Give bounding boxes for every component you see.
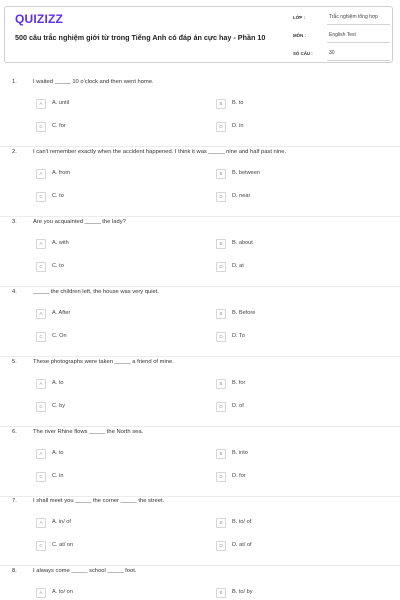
option-letter-box[interactable]: B [216, 518, 226, 528]
option-d[interactable] [216, 541, 376, 553]
option-c[interactable] [36, 122, 196, 134]
option-b[interactable] [216, 99, 376, 111]
option-text: B. about [232, 240, 253, 246]
option-letter-box[interactable]: C [36, 332, 46, 342]
option-text: A. with [52, 240, 69, 246]
option-letter-box[interactable]: D [216, 402, 226, 412]
option-text: D. at/ of [232, 542, 252, 548]
meta-value: Trắc nghiệm tổng hợp [329, 14, 378, 20]
option-d[interactable] [216, 402, 376, 414]
divider [0, 286, 400, 287]
meta-label: MÔN : [293, 33, 306, 38]
divider [0, 356, 400, 357]
question-5 [0, 359, 400, 429]
option-text: B. to/ of [232, 519, 252, 525]
question-number: 6. [12, 429, 17, 435]
option-b[interactable] [216, 239, 376, 251]
question-number: 2. [12, 149, 17, 155]
option-c[interactable] [36, 472, 196, 484]
option-b[interactable] [216, 169, 376, 181]
option-text: A. to [52, 380, 64, 386]
option-b[interactable] [216, 518, 376, 530]
option-c[interactable] [36, 192, 196, 204]
question-text: The river Rhine flows _____ the North sea. [33, 429, 144, 435]
option-b[interactable] [216, 379, 376, 391]
divider [0, 565, 400, 566]
option-text: B. to [232, 100, 244, 106]
option-text: C. to [52, 193, 64, 199]
option-text: A. until [52, 100, 70, 106]
question-text: Are you acquainted _____ the lady? [33, 219, 126, 225]
meta-label: LỚP : [293, 15, 305, 20]
option-b[interactable] [216, 449, 376, 461]
option-letter-box[interactable]: A [36, 309, 46, 319]
option-c[interactable] [36, 332, 196, 344]
option-letter-box[interactable]: D [216, 122, 226, 132]
option-text: D. near [232, 193, 251, 199]
option-a[interactable] [36, 239, 196, 251]
page-title: 500 câu trắc nghiệm giới từ trong Tiếng Anh có đáp án cực hay - Phần 10 [15, 33, 266, 42]
option-text: C. to [52, 263, 64, 269]
question-7 [0, 498, 400, 568]
option-text: A. to [52, 450, 64, 456]
option-letter-box[interactable]: B [216, 588, 226, 598]
option-a[interactable] [36, 518, 196, 530]
option-letter-box[interactable]: A [36, 449, 46, 459]
question-number: 4. [12, 289, 17, 295]
question-4 [0, 289, 400, 359]
question-text: I always come _____ school _____ foot. [33, 568, 137, 574]
option-text: B. to/ by [232, 589, 253, 595]
worksheet-header [4, 6, 393, 63]
option-letter-box[interactable]: A [36, 99, 46, 109]
option-b[interactable] [216, 588, 376, 600]
question-number: 8. [12, 568, 17, 574]
option-text: C. On [52, 333, 67, 339]
meta-row-subject [291, 27, 394, 45]
question-number: 3. [12, 219, 17, 225]
question-6 [0, 429, 400, 499]
meta-underline [327, 42, 390, 43]
option-letter-box[interactable]: D [216, 262, 226, 272]
option-letter-box[interactable]: A [36, 379, 46, 389]
option-letter-box[interactable]: A [36, 239, 46, 249]
question-text: _____ the children left, the house was very quiet. [33, 289, 160, 295]
option-letter-box[interactable]: B [216, 309, 226, 319]
option-a[interactable] [36, 449, 196, 461]
question-1 [0, 79, 400, 149]
question-text: I shall meet you _____ the corner _____ the street. [33, 498, 165, 504]
option-letter-box[interactable]: D [216, 472, 226, 482]
question-text: These photographs were taken _____ a friend of mine. [33, 359, 174, 365]
option-d[interactable] [216, 262, 376, 274]
question-number: 5. [12, 359, 17, 365]
option-letter-box[interactable]: D [216, 332, 226, 342]
option-text: C. at/ on [52, 542, 74, 548]
option-letter-box[interactable]: C [36, 402, 46, 412]
option-b[interactable] [216, 309, 376, 321]
meta-label: SỐ CÂU : [293, 51, 313, 56]
option-text: A. to/ on [52, 589, 73, 595]
question-2 [0, 149, 400, 219]
option-text: D. for [232, 473, 246, 479]
option-c[interactable] [36, 541, 196, 553]
divider [0, 146, 400, 147]
option-text: D. of [232, 403, 244, 409]
quizizz-logo[interactable]: QUIZIZZ [15, 12, 64, 26]
option-text: C. for [52, 123, 66, 129]
option-letter-box[interactable]: C [36, 192, 46, 202]
option-text: D. at [232, 263, 244, 269]
option-a[interactable] [36, 379, 196, 391]
meta-value: English Test [329, 32, 356, 38]
option-text: D. To [232, 333, 245, 339]
question-text: I can't remember exactly when the accident happened. I think it was _____ nine and half past nine. [33, 149, 287, 155]
option-text: A. from [52, 170, 71, 176]
option-text: A. in/ of [52, 519, 71, 525]
option-text: B. into [232, 450, 248, 456]
option-letter-box[interactable]: C [36, 122, 46, 132]
meta-panel [291, 7, 394, 64]
meta-underline [327, 24, 390, 25]
option-d[interactable] [216, 472, 376, 484]
option-letter-box[interactable]: A [36, 169, 46, 179]
option-letter-box[interactable]: B [216, 239, 226, 249]
option-letter-box[interactable]: A [36, 588, 46, 598]
option-letter-box[interactable]: B [216, 99, 226, 109]
option-d[interactable] [216, 192, 376, 204]
option-text: B. between [232, 170, 260, 176]
divider [0, 216, 400, 217]
option-text: A. After [52, 310, 71, 316]
question-number: 7. [12, 498, 17, 504]
option-a[interactable] [36, 588, 196, 600]
question-8 [0, 568, 400, 600]
option-letter-box[interactable]: C [36, 262, 46, 272]
option-text: B. for [232, 380, 246, 386]
question-number: 1. [12, 79, 17, 85]
option-d[interactable] [216, 122, 376, 134]
option-letter-box[interactable]: C [36, 472, 46, 482]
option-c[interactable] [36, 262, 196, 274]
option-text: C. in [52, 473, 64, 479]
meta-row-count [291, 45, 394, 63]
option-text: C. by [52, 403, 66, 409]
option-letter-box[interactable]: D [216, 192, 226, 202]
divider [0, 426, 400, 427]
option-a[interactable] [36, 169, 196, 181]
option-letter-box[interactable]: B [216, 449, 226, 459]
option-text: D. in [232, 123, 244, 129]
option-a[interactable] [36, 99, 196, 111]
option-letter-box[interactable]: B [216, 379, 226, 389]
question-text: I waited _____ 10 o'clock and then went home. [33, 79, 154, 85]
meta-row-class [291, 9, 394, 27]
meta-underline [327, 60, 390, 61]
option-letter-box[interactable]: B [216, 169, 226, 179]
option-text: B. Before [232, 310, 256, 316]
meta-value: 30 [329, 50, 335, 56]
question-3 [0, 219, 400, 289]
divider [0, 496, 400, 497]
option-letter-box[interactable]: C [36, 541, 46, 551]
option-c[interactable] [36, 402, 196, 414]
option-d[interactable] [216, 332, 376, 344]
option-a[interactable] [36, 309, 196, 321]
option-letter-box[interactable]: D [216, 541, 226, 551]
option-letter-box[interactable]: A [36, 518, 46, 528]
